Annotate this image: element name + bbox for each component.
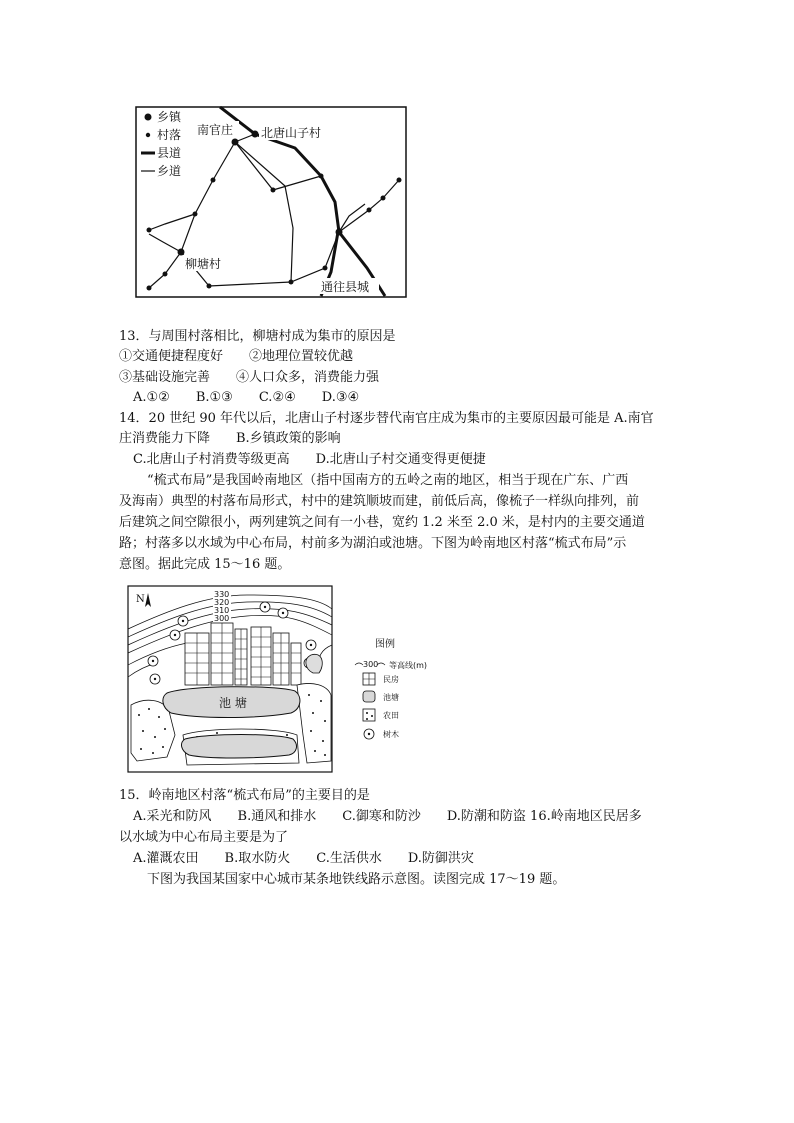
passage-line-5: 意图。据此完成 15～16 题。 <box>119 557 291 572</box>
legend-contour: 等高线(m) <box>389 661 428 670</box>
legend-village: 村落 <box>157 128 182 142</box>
north-label: N <box>136 594 145 605</box>
q15-choices: A.采光和防风 B.通风和排水 C.御寒和防沙 D.防潮和防盗 16.岭南地区民居多 <box>133 809 642 824</box>
legend-house: 民房 <box>383 675 399 684</box>
passage-line-4: 路；村落多以水域为中心布局，村前多为湖泊或池塘。下图为岭南地区村落“梳式布局”示 <box>119 536 627 551</box>
label-to-county: 通往县城 <box>321 280 370 294</box>
q13-options-1: ①交通便捷程度好 ②地理位置较优越 <box>119 349 354 364</box>
q16-choices: A.灌溉农田 B.取水防火 C.生活供水 D.防御洪灾 <box>133 851 474 866</box>
legend-county-road: 县道 <box>157 146 182 160</box>
q13-options-2: ③基础设施完善 ④人口众多，消费能力强 <box>119 370 380 385</box>
passage-line-1: “梳式布局”是我国岭南地区（指中国南方的五岭之南的地区，相当于现在广东、广西 <box>147 473 629 488</box>
label-beitang: 北唐山子村 <box>261 126 322 140</box>
village-road-map <box>135 106 407 298</box>
q14-line-3: C.北唐山子村消费等级更高 D.北唐山子村交通变得更便捷 <box>133 452 486 467</box>
comb-layout-map <box>127 585 457 775</box>
passage-line-3: 后建筑之间空隙很小，两列建筑之间有一小巷，宽约 1.2 米至 2.0 米，是村内的主要交通道 <box>119 515 645 530</box>
legend-title: 图例 <box>375 639 395 650</box>
contour-label-330: 330 <box>214 590 230 599</box>
q16-line-2: 以水域为中心布局主要是为了 <box>119 830 289 845</box>
contour-label-310: 310 <box>214 606 230 615</box>
q14-line-2: 庄消费能力下降 B.乡镇政策的影响 <box>119 431 341 446</box>
legend-pond: 池塘 <box>383 693 399 702</box>
legend-farmland: 农田 <box>383 711 399 720</box>
q14-line-1: 14．20 世纪 90 年代以后，北唐山子村逐步替代南官庄成为集市的主要原因最可能是 A.南官 <box>119 411 654 426</box>
intro-17-19: 下图为我国某国家中心城市某条地铁线路示意图。读图完成 17～19 题。 <box>147 872 566 887</box>
passage-line-2: 及海南）典型的村落布局形式，村中的建筑顺坡而建，前低后高，像梳子一样纵向排列，前 <box>119 494 640 509</box>
q15-stem: 15．岭南地区村落“梳式布局”的主要目的是 <box>119 788 370 803</box>
contour-label-300: 300 <box>214 614 230 623</box>
label-liutang: 柳塘村 <box>185 257 222 271</box>
legend-town: 乡镇 <box>157 110 182 124</box>
pond-lower <box>182 735 297 759</box>
q13-stem: 13．与周围村落相比，柳塘村成为集市的原因是 <box>119 329 396 344</box>
legend-tree: 树木 <box>383 730 399 739</box>
label-nanguanzhuang: 南官庄 <box>197 123 234 137</box>
legend-township-road: 乡道 <box>157 164 182 178</box>
pond-label: 池 塘 <box>219 696 247 710</box>
legend-contour-value: 300 <box>363 660 379 669</box>
map2-legend <box>355 637 427 739</box>
contour-label-320: 320 <box>214 598 230 607</box>
q13-choices: A.①② B.①③ C.②④ D.③④ <box>133 390 360 405</box>
